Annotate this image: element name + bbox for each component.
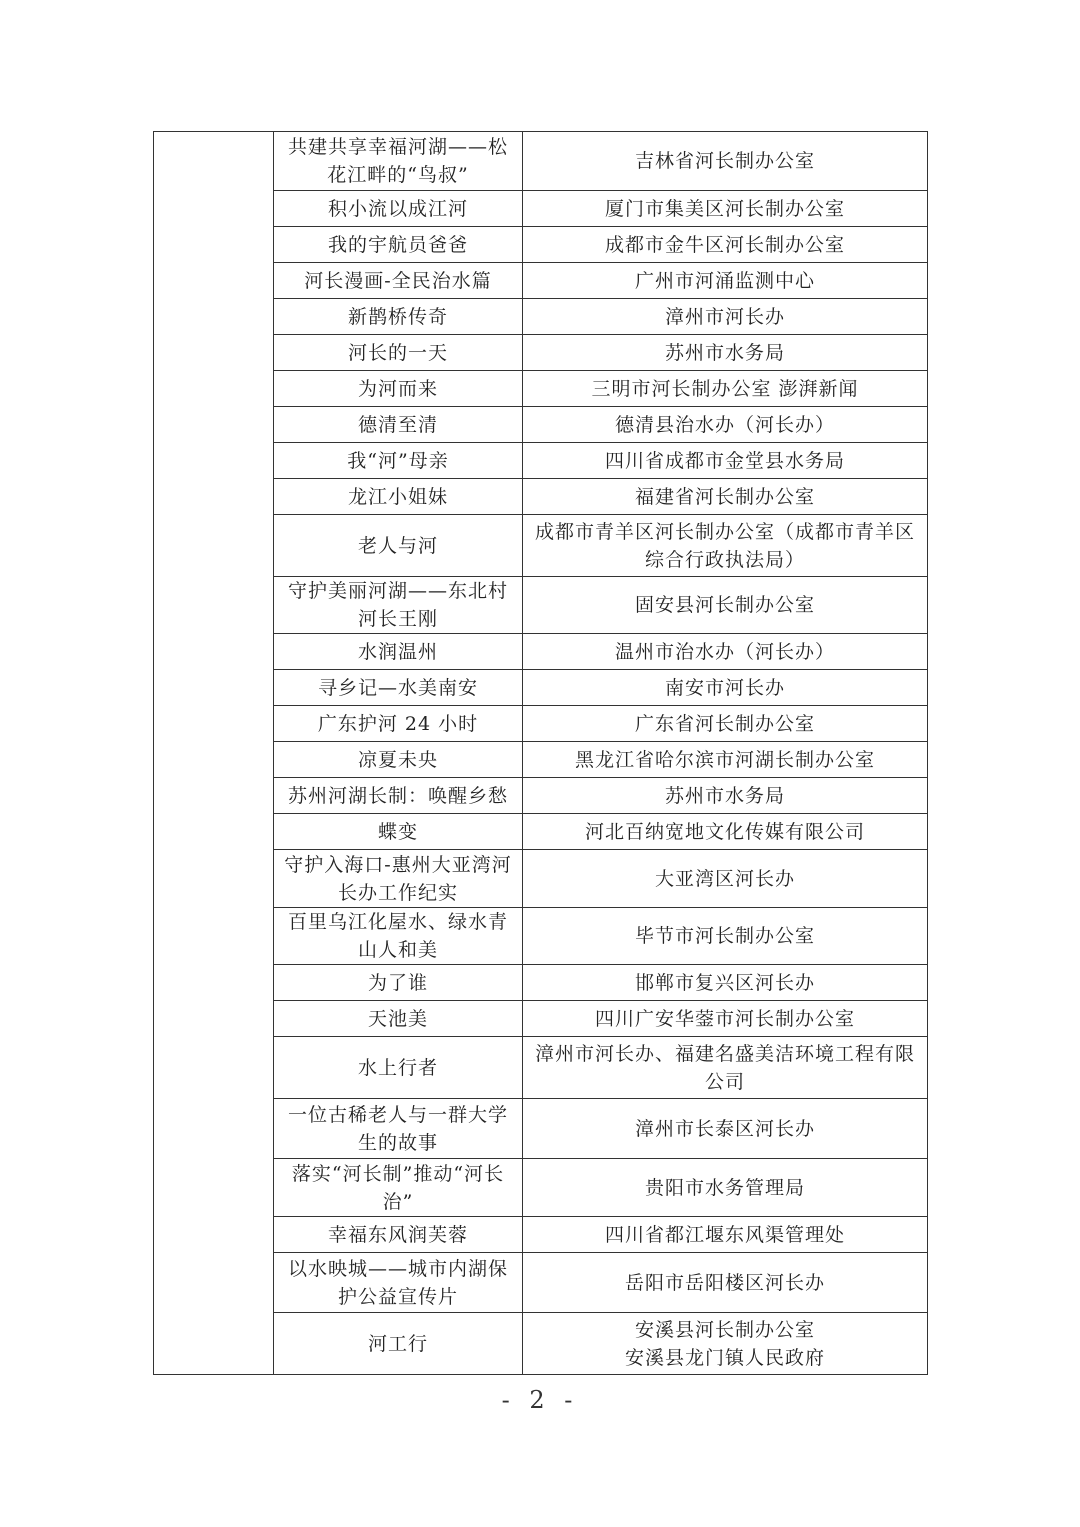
work-title-cell: 老人与河 — [274, 515, 523, 577]
organization-cell: 漳州市河长办、福建名盛美洁环境工程有限公司 — [523, 1037, 928, 1099]
work-title-cell: 以水映城——城市内湖保护公益宣传片 — [274, 1253, 523, 1313]
work-title-cell: 水润温州 — [274, 634, 523, 670]
work-title-cell: 我的宇航员爸爸 — [274, 227, 523, 263]
work-title-cell: 守护入海口-惠州大亚湾河长办工作纪实 — [274, 850, 523, 908]
organization-cell: 成都市青羊区河长制办公室（成都市青羊区综合行政执法局） — [523, 515, 928, 577]
work-title-cell: 寻乡记—水美南安 — [274, 670, 523, 706]
table-row — [154, 132, 928, 191]
organization-cell: 漳州市长泰区河长办 — [523, 1099, 928, 1159]
organization-cell: 广州市河涌监测中心 — [523, 263, 928, 299]
work-title-cell: 守护美丽河湖——东北村河长王刚 — [274, 577, 523, 634]
work-title-cell: 苏州河湖长制：唤醒乡愁 — [274, 778, 523, 814]
organization-line: 安溪县龙门镇人民政府 — [624, 1346, 825, 1369]
organization-cell: 成都市金牛区河长制办公室 — [523, 227, 928, 263]
organization-cell: 南安市河长办 — [523, 670, 928, 706]
organization-line: 安溪县河长制办公室 — [634, 1318, 815, 1341]
organization-cell: 大亚湾区河长办 — [523, 850, 928, 908]
organization-cell — [523, 1313, 928, 1375]
work-title-cell: 凉夏未央 — [274, 742, 523, 778]
organization-cell: 黑龙江省哈尔滨市河湖长制办公室 — [523, 742, 928, 778]
work-title-cell: 积小流以成江河 — [274, 191, 523, 227]
work-title-cell: 共建共享幸福河湖——松花江畔的“鸟叔” — [274, 132, 523, 191]
work-title-cell: 我“河”母亲 — [274, 443, 523, 479]
organization-cell: 苏州市水务局 — [523, 335, 928, 371]
work-title-cell: 水上行者 — [274, 1037, 523, 1099]
work-title-cell: 河长漫画-全民治水篇 — [274, 263, 523, 299]
work-title-cell: 为了谁 — [274, 965, 523, 1001]
work-title-cell: 德清至清 — [274, 407, 523, 443]
work-title-cell: 河长的一天 — [274, 335, 523, 371]
organization-cell: 毕节市河长制办公室 — [523, 908, 928, 965]
organization-cell: 固安县河长制办公室 — [523, 577, 928, 634]
organization-cell: 岳阳市岳阳楼区河长办 — [523, 1253, 928, 1313]
work-title-cell: 河工行 — [274, 1313, 523, 1375]
organization-cell: 河北百纳宽地文化传媒有限公司 — [523, 814, 928, 850]
organization-cell: 三明市河长制办公室 澎湃新闻 — [523, 371, 928, 407]
organization-cell: 温州市治水办（河长办） — [523, 634, 928, 670]
work-title-cell: 一位古稀老人与一群大学生的故事 — [274, 1099, 523, 1159]
work-title-cell: 新鹊桥传奇 — [274, 299, 523, 335]
organization-cell: 贵阳市水务管理局 — [523, 1159, 928, 1217]
page-number: - 2 - — [501, 1386, 579, 1414]
work-title-cell: 龙江小姐妹 — [274, 479, 523, 515]
work-title-cell: 落实“河长制”推动“河长治” — [274, 1159, 523, 1217]
work-title-cell: 蝶变 — [274, 814, 523, 850]
category-cell — [154, 132, 274, 1375]
work-title-cell: 为河而来 — [274, 371, 523, 407]
award-table — [153, 131, 927, 1375]
organization-cell: 四川省成都市金堂县水务局 — [523, 443, 928, 479]
work-title-cell: 广东护河 24 小时 — [274, 706, 523, 742]
organization-cell: 邯郸市复兴区河长办 — [523, 965, 928, 1001]
organization-cell: 四川省都江堰东风渠管理处 — [523, 1217, 928, 1253]
organization-cell: 德清县治水办（河长办） — [523, 407, 928, 443]
organization-cell: 广东省河长制办公室 — [523, 706, 928, 742]
organization-cell: 厦门市集美区河长制办公室 — [523, 191, 928, 227]
organization-cell: 苏州市水务局 — [523, 778, 928, 814]
work-title-cell: 百里乌江化屋水、绿水青山人和美 — [274, 908, 523, 965]
work-title-cell: 天池美 — [274, 1001, 523, 1037]
organization-cell: 四川广安华蓥市河长制办公室 — [523, 1001, 928, 1037]
organization-cell: 漳州市河长办 — [523, 299, 928, 335]
work-title-cell: 幸福东风润芙蓉 — [274, 1217, 523, 1253]
organization-cell: 吉林省河长制办公室 — [523, 132, 928, 191]
organization-cell: 福建省河长制办公室 — [523, 479, 928, 515]
